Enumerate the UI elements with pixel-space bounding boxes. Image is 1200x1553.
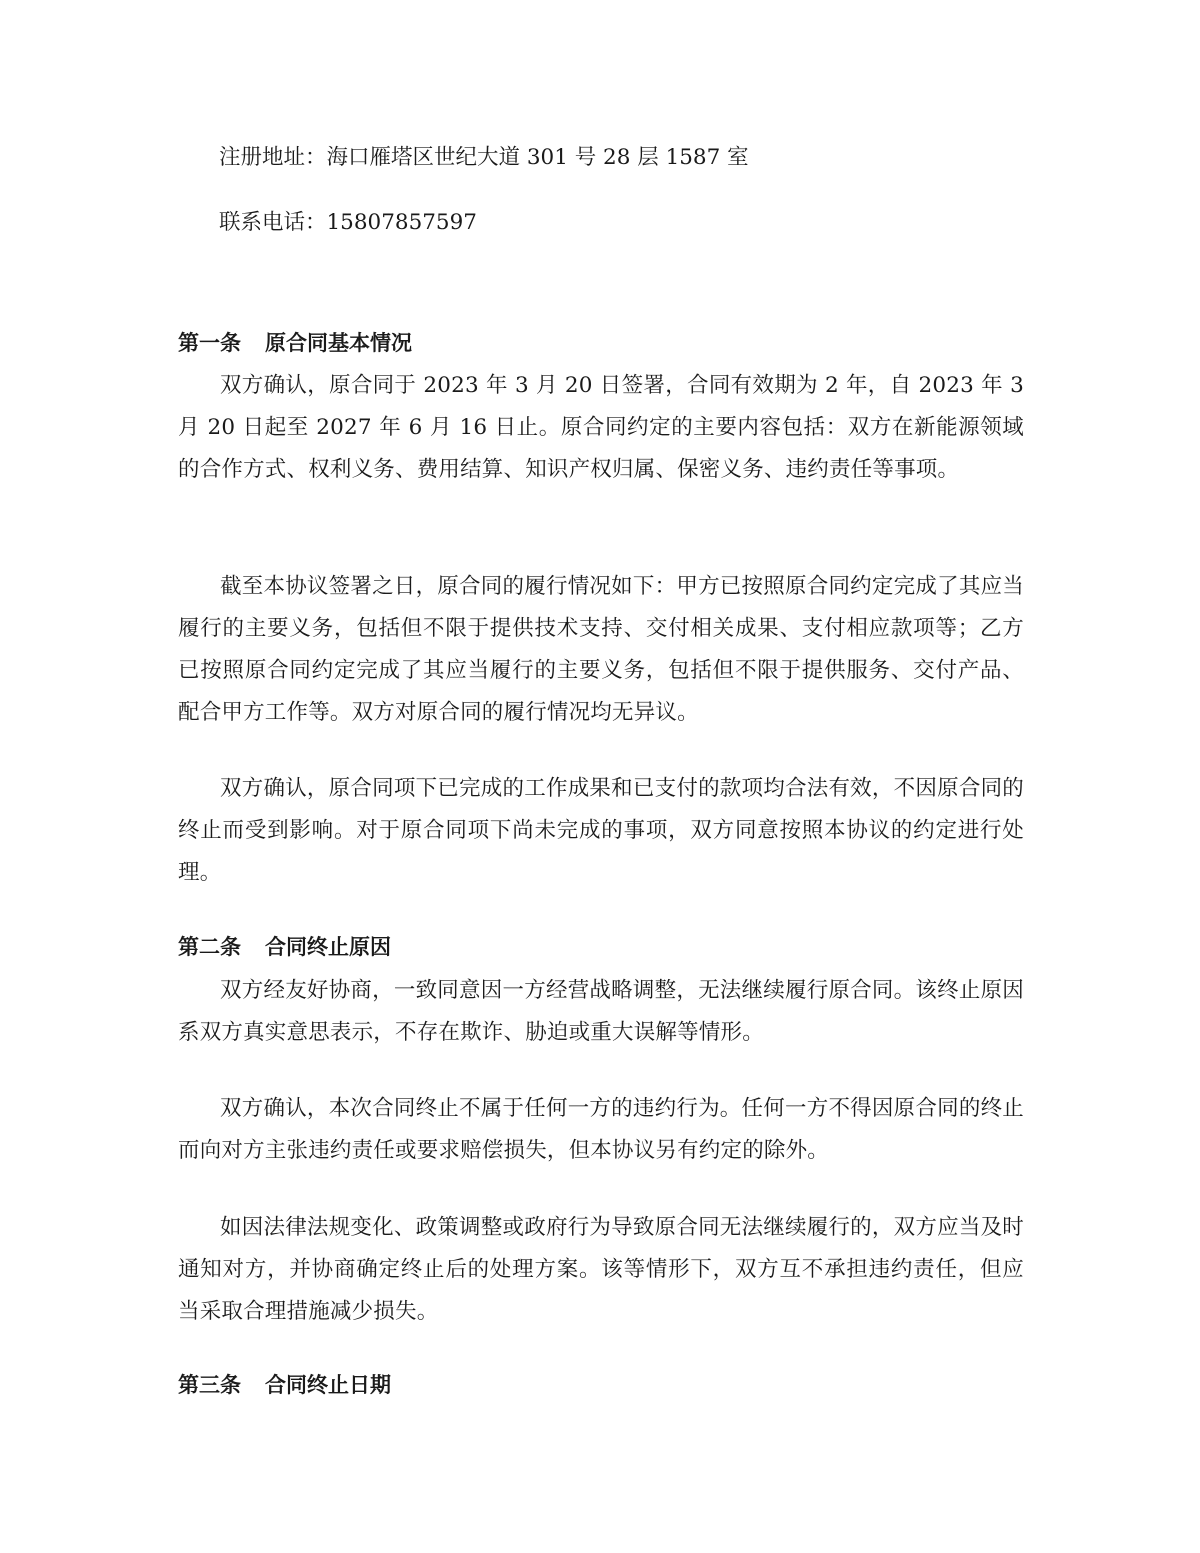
section-title: 合同终止原因 (265, 935, 391, 959)
section-number: 第二条 (178, 935, 241, 959)
section-heading (178, 932, 391, 962)
paragraph: 截至本协议签署之日，原合同的履行情况如下：甲方已按照原合同约定完成了其应当履行的主要义务，包括但不限于提供技术支持、交付相关成果、支付相应款项等；乙方已按照原合同约定完成了其应当履行的主要义务，包括但不限于提供服务、交付产品、配合甲方工作等。双方对原合同的履行情况均无异议。 (178, 574, 1024, 725)
section-heading (178, 328, 412, 358)
section-title: 原合同基本情况 (265, 331, 412, 355)
paragraph: 双方确认，原合同于 2023 年 3 月 20 日签署，合同有效期为 2 年，自 2023 年 3 月 20 日起至 2027 年 6 月 16 日止。原合同约定的主要内容包括：双方在新能源领域的合作方式、权利义务、费用结算、知识产权归属、保密义务、违约责任等事项。 (178, 373, 1024, 482)
paragraph: 如因法律法规变化、政策调整或政府行为导致原合同无法继续履行的，双方应当及时通知对方，并协商确定终止后的处理方案。该等情形下，双方互不承担违约责任，但应当采取合理措施减少损失。 (178, 1215, 1024, 1324)
section-number: 第三条 (178, 1373, 241, 1397)
paragraph: 双方确认，原合同项下已完成的工作成果和已支付的款项均合法有效，不因原合同的终止而受到影响。对于原合同项下尚未完成的事项，双方同意按照本协议的约定进行处理。 (178, 776, 1024, 885)
section-title: 合同终止日期 (265, 1373, 391, 1397)
paragraph: 双方经友好协商，一致同意因一方经营战略调整，无法继续履行原合同。该终止原因系双方真实意思表示，不存在欺诈、胁迫或重大误解等情形。 (178, 978, 1024, 1045)
contact-phone: 联系电话：15807857597 (219, 210, 477, 235)
section-number: 第一条 (178, 331, 241, 355)
registered-address: 注册地址：海口雁塔区世纪大道 301 号 28 层 1587 室 (219, 145, 749, 170)
section-heading (178, 1370, 391, 1400)
paragraph: 双方确认，本次合同终止不属于任何一方的违约行为。任何一方不得因原合同的终止而向对方主张违约责任或要求赔偿损失，但本协议另有约定的除外。 (178, 1096, 1024, 1163)
